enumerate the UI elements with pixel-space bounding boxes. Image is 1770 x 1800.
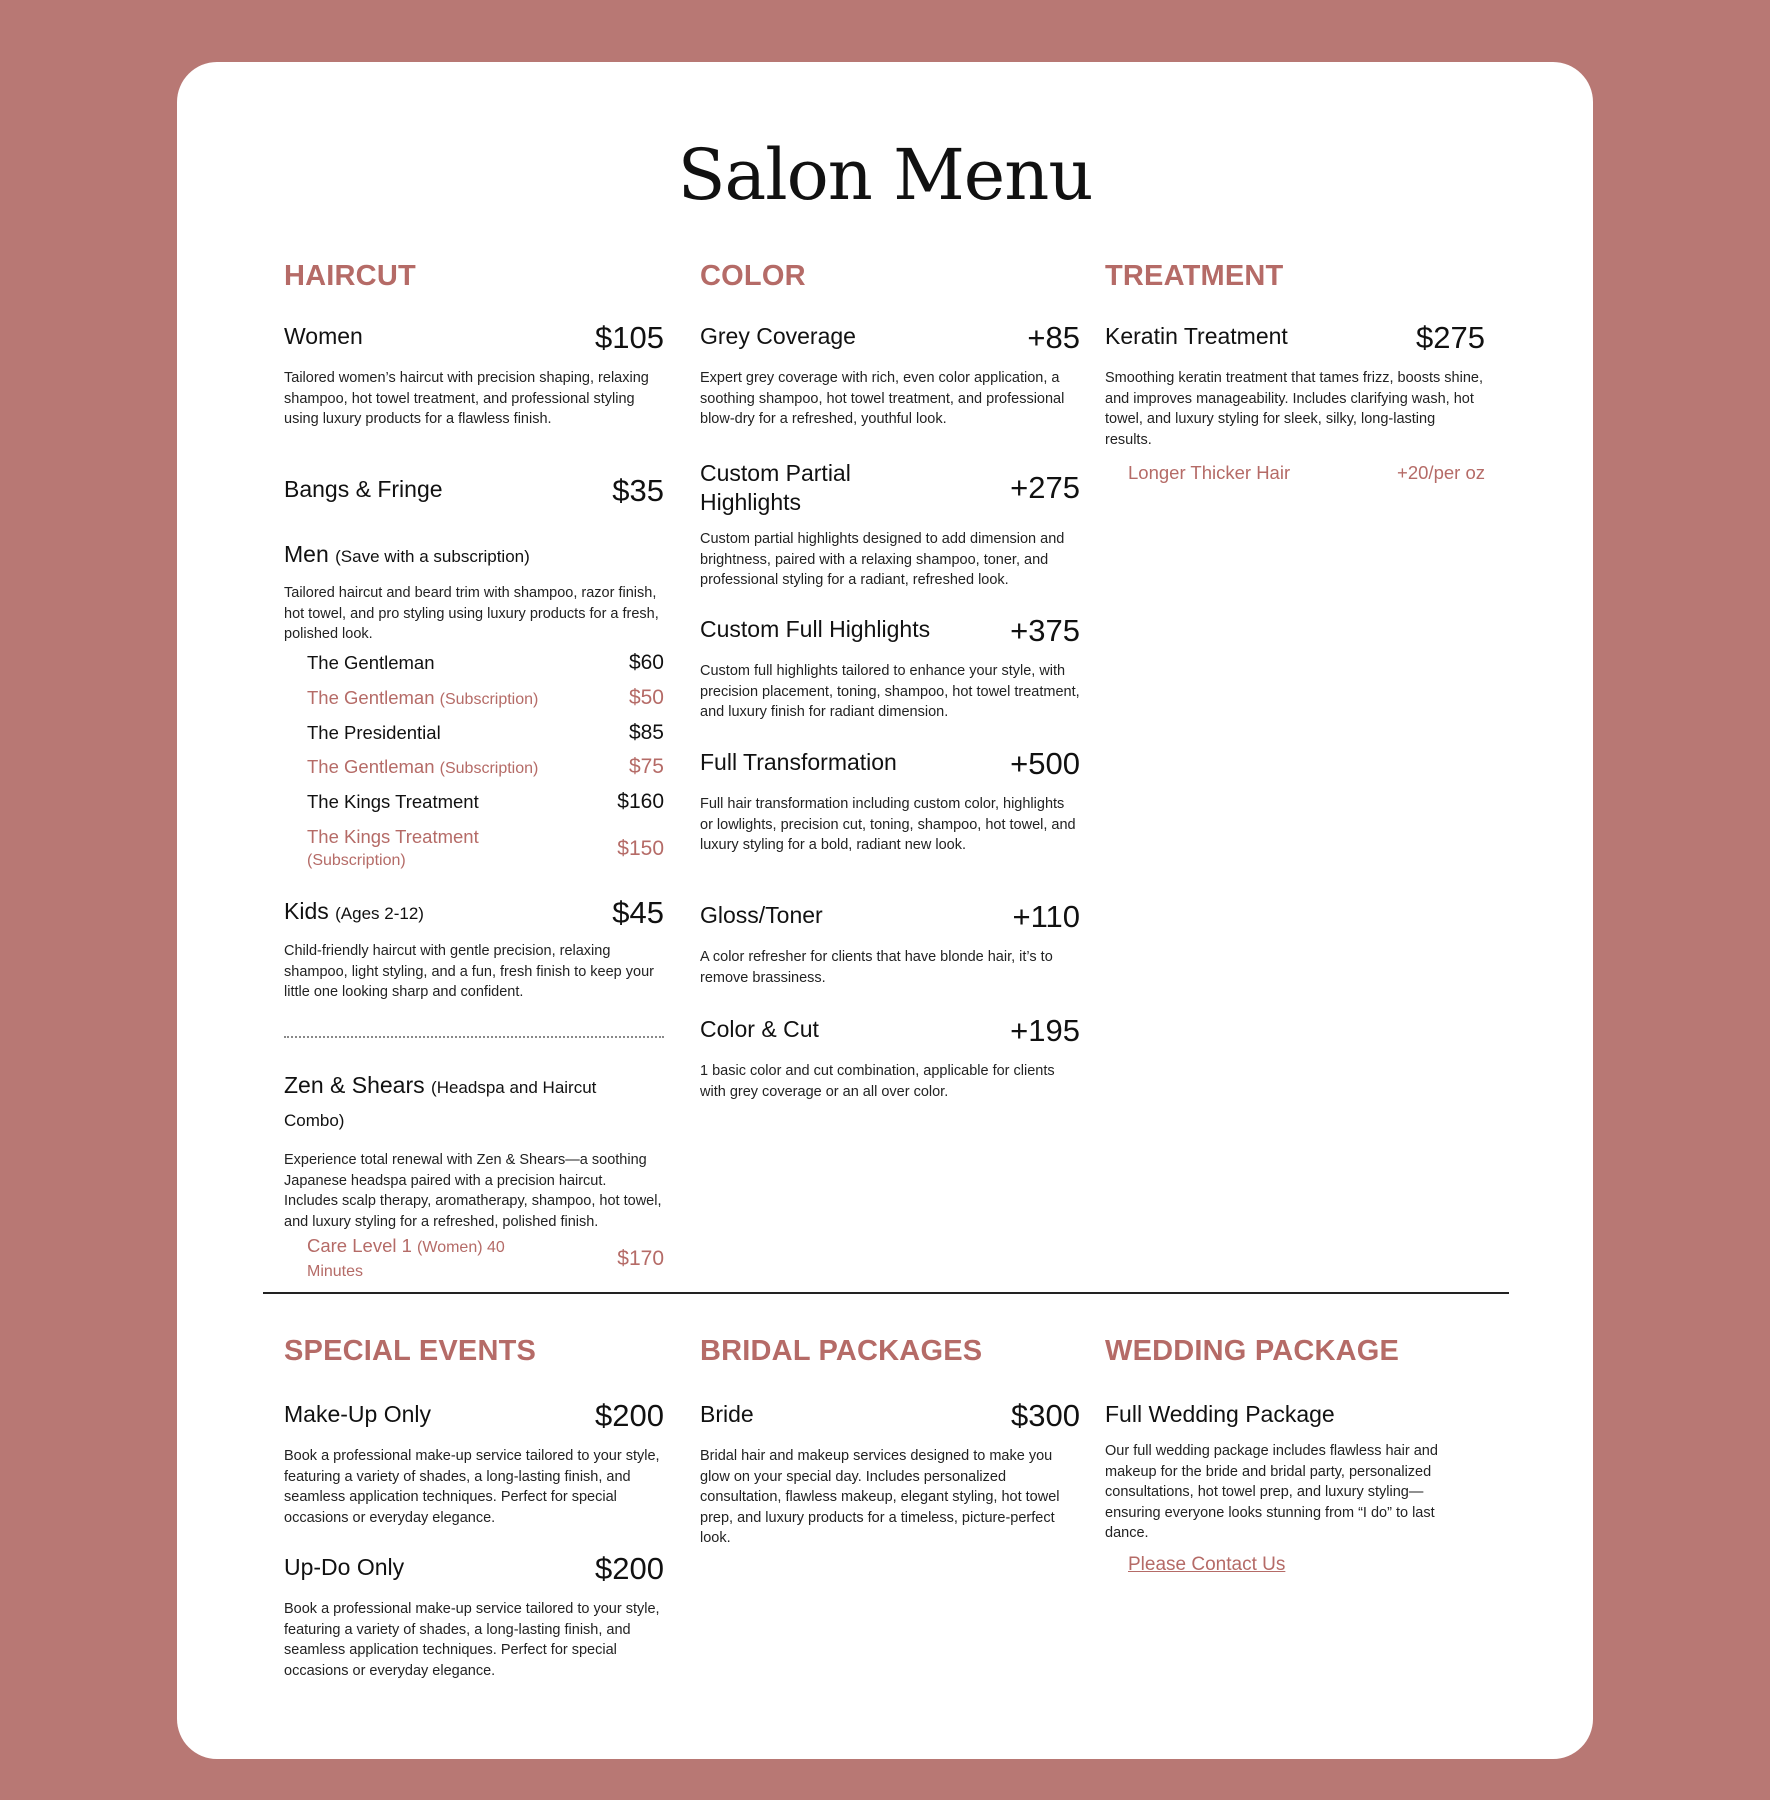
- menu-item-keratin: [1105, 322, 1485, 450]
- item-name-text: Kids: [284, 898, 329, 924]
- item-price: $200: [595, 1398, 664, 1433]
- section-heading-color: COLOR: [700, 260, 806, 292]
- item-price: +375: [1010, 613, 1080, 648]
- item-name: Up-Do Only: [284, 1554, 405, 1580]
- item-description: Smoothing keratin treatment that tames frizz, boosts shine, and improves manageability. Includes clarifying wash, hot towel, and luxury styling for sleek, silky, long-lasting results.: [1105, 370, 1483, 448]
- item-description: Experience total renewal with Zen & Shears—a soothing Japanese headspa paired with a precision haircut. Includes scalp therapy, aromatherapy, shampoo, hot towel, and luxury styling for a refreshed, polished finish.: [284, 1152, 662, 1230]
- option-name: [307, 1235, 537, 1283]
- item-name: Bride: [700, 1401, 754, 1427]
- section-heading-haircut: HAIRCUT: [284, 260, 416, 292]
- item-name: Women: [284, 323, 363, 349]
- option-name-text: Care Level 1: [307, 1235, 412, 1256]
- item-price: +275: [1010, 470, 1080, 505]
- option-row: [307, 722, 664, 744]
- option-row: [307, 652, 664, 674]
- item-description: Expert grey coverage with rich, even color application, a soothing shampoo, hot towel treatment, and professional blow-dry for a refreshed, youthful look.: [700, 370, 1065, 427]
- menu-item-color-cut: [700, 1015, 1080, 1102]
- item-price: $35: [612, 473, 664, 508]
- option-row: [307, 1235, 664, 1283]
- option-price: $170: [617, 1247, 664, 1270]
- item-price: $200: [595, 1551, 664, 1586]
- section-heading-wedding: WEDDING PACKAGE: [1105, 1335, 1400, 1367]
- menu-item-full-highlights: [700, 615, 1080, 723]
- menu-item-makeup-only: [284, 1400, 664, 1528]
- menu-item-bride: [700, 1400, 1080, 1549]
- option-note: (Women) 40 Minutes: [307, 1239, 505, 1280]
- item-price: $275: [1416, 320, 1485, 355]
- menu-item-zen-shears: [284, 1070, 664, 1232]
- option-name-text: The Gentleman: [307, 687, 435, 708]
- item-description: Our full wedding package includes flawless hair and makeup for the bride and bridal party, personalized consultations, hot towel prep, and luxury styling—ensuring everyone looks stunning from “I do” to last dance.: [1105, 1443, 1438, 1541]
- option-note: (Subscription): [439, 691, 539, 708]
- contact-link[interactable]: Please Contact Us: [1128, 1554, 1286, 1575]
- item-name: Full Wedding Package: [1105, 1401, 1335, 1427]
- option-row: [307, 756, 664, 780]
- option-row: [307, 826, 664, 872]
- item-name: Full Transformation: [700, 749, 897, 775]
- item-name: Custom Full Highlights: [700, 616, 931, 642]
- option-name: The Presidential: [307, 722, 441, 743]
- item-name: Keratin Treatment: [1105, 323, 1288, 349]
- item-name: [284, 897, 424, 928]
- menu-item-full-transformation: [700, 748, 1080, 856]
- option-price: $75: [628, 755, 664, 778]
- item-note: (Ages 2-12): [335, 904, 424, 923]
- option-price: $50: [628, 686, 664, 709]
- item-name-text: Men: [284, 541, 329, 567]
- item-description: 1 basic color and cut combination, applicable for clients with grey coverage or an all over color.: [700, 1063, 1055, 1100]
- menu-item-kids: [284, 897, 664, 1003]
- menu-item-gloss-toner: [700, 901, 1080, 988]
- menu-item-updo-only: [284, 1553, 664, 1681]
- menu-item-grey-coverage: [700, 322, 1080, 430]
- item-price: +500: [1010, 746, 1080, 781]
- menu-item-women: [284, 322, 664, 430]
- item-name: Bangs & Fringe: [284, 476, 443, 502]
- option-price: $150: [617, 837, 664, 860]
- section-divider: [263, 1292, 1509, 1294]
- item-name: [284, 1070, 624, 1136]
- item-description: Book a professional make-up service tailored to your style, featuring a variety of shades, a long-lasting finish, and seamless application techniques. Perfect for special occasions or everyday elegance.: [284, 1601, 660, 1679]
- option-price: $60: [628, 651, 664, 674]
- section-heading-bridal: BRIDAL PACKAGES: [700, 1335, 983, 1367]
- addon-price: +20/per oz: [1397, 462, 1485, 483]
- option-row: [307, 687, 664, 711]
- item-name: Grey Coverage: [700, 323, 856, 349]
- menu-item-bangs: [284, 475, 664, 507]
- item-name: [284, 540, 530, 571]
- option-row: [307, 791, 664, 813]
- option-note: (Subscription): [307, 852, 406, 869]
- item-description: Book a professional make-up service tailored to your style, featuring a variety of shades, a long-lasting finish, and seamless application techniques. Perfect for special occasions or everyday elegance.: [284, 1448, 660, 1526]
- option-name: The Kings Treatment: [307, 791, 479, 812]
- item-note: (Save with a subscription): [335, 547, 530, 566]
- item-price: $105: [595, 320, 664, 355]
- item-name-text: Zen & Shears: [284, 1072, 425, 1098]
- option-price: $85: [628, 721, 664, 744]
- option-name: [307, 826, 527, 872]
- menu-card: [177, 62, 1593, 1759]
- item-note: (Headspa and Haircut Combo): [284, 1078, 597, 1130]
- section-heading-treatment: TREATMENT: [1105, 260, 1284, 292]
- item-description: A color refresher for clients that have blonde hair, it’s to remove brassiness.: [700, 949, 1053, 986]
- item-description: Bridal hair and makeup services designed to make you glow on your special day. Includes personalized consultation, flawless makeup, elegant styling, hot towel prep, and luxury products for a timeless, picture-perfect look.: [700, 1448, 1060, 1546]
- option-name: [307, 687, 538, 711]
- option-name: The Gentleman: [307, 652, 435, 673]
- dotted-divider: [284, 1036, 664, 1038]
- section-heading-special-events: SPECIAL EVENTS: [284, 1335, 537, 1367]
- item-price: $45: [612, 895, 664, 930]
- item-description: Tailored women’s haircut with precision shaping, relaxing shampoo, hot towel treatment, and professional styling using luxury products for a flawless finish.: [284, 370, 649, 427]
- item-description: Full hair transformation including custom color, highlights or lowlights, precision cut, toning, shampoo, hot towel, and luxury styling for a bold, radiant new look.: [700, 796, 1076, 853]
- item-description: Custom full highlights tailored to enhance your style, with precision placement, toning, shampoo, hot towel treatment, and luxury finish for radiant dimension.: [700, 663, 1080, 720]
- item-price: +85: [1027, 320, 1080, 355]
- addon-name: Longer Thicker Hair: [1128, 462, 1291, 483]
- menu-item-full-wedding: [1105, 1400, 1465, 1544]
- item-name: Custom Partial Highlights: [700, 460, 851, 515]
- addon-row: [1128, 462, 1485, 484]
- item-description: Child-friendly haircut with gentle precision, relaxing shampoo, light styling, and a fun, fresh finish to keep your little one looking sharp and confident.: [284, 943, 654, 1000]
- option-name-text: The Gentleman: [307, 756, 435, 777]
- item-name: Color & Cut: [700, 1016, 819, 1042]
- page-title: Salon Menu: [677, 134, 1093, 216]
- option-name-text: The Kings Treatment: [307, 826, 479, 847]
- item-price: +195: [1010, 1013, 1080, 1048]
- option-price: $160: [617, 790, 664, 813]
- option-name: [307, 756, 538, 780]
- item-name: Make-Up Only: [284, 1401, 431, 1427]
- menu-item-partial-highlights: [700, 459, 1080, 591]
- item-description: Tailored haircut and beard trim with shampoo, razor finish, hot towel, and pro styling using luxury products for a fresh, polished look.: [284, 585, 659, 642]
- item-description: Custom partial highlights designed to add dimension and brightness, paired with a relaxing shampoo, toner, and professional styling for a radiant, refreshed look.: [700, 531, 1065, 588]
- option-note: (Subscription): [439, 760, 539, 777]
- menu-item-men: [284, 540, 664, 645]
- item-price: $300: [1011, 1398, 1080, 1433]
- item-price: +110: [1012, 899, 1080, 934]
- item-name: Gloss/Toner: [700, 902, 823, 928]
